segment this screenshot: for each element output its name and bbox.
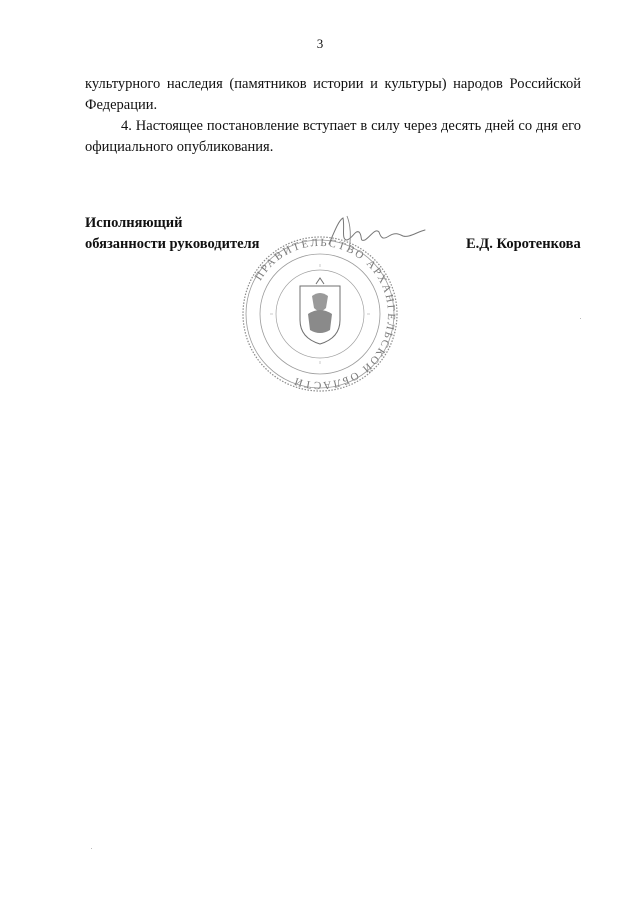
signatory-name: Е.Д. Коротенкова: [466, 236, 581, 252]
scan-speck: [91, 848, 92, 849]
signatory-title: [85, 213, 260, 255]
handwritten-signature: [325, 210, 430, 255]
official-seal-stamp: [240, 234, 400, 394]
paragraph-4: 4. Настоящее постановление вступает в силу через десять дней со дня его официального опубликования.: [85, 118, 581, 155]
signatory-title-line1: Исполняющий: [85, 215, 183, 231]
signatory-title-line2: обязанности руководителя: [85, 236, 260, 252]
coat-of-arms-icon: [300, 278, 340, 344]
page-number: 3: [316, 36, 324, 51]
paragraph-continuation: культурного наследия (памятников истории и культуры) народов Российской Федерации.: [85, 76, 581, 113]
seal-outer-text: ПРАВИТЕЛЬСТВО АРХАНГЕЛЬСКОЙ ОБЛАСТИ: [252, 236, 398, 392]
scan-speck: [580, 318, 581, 319]
